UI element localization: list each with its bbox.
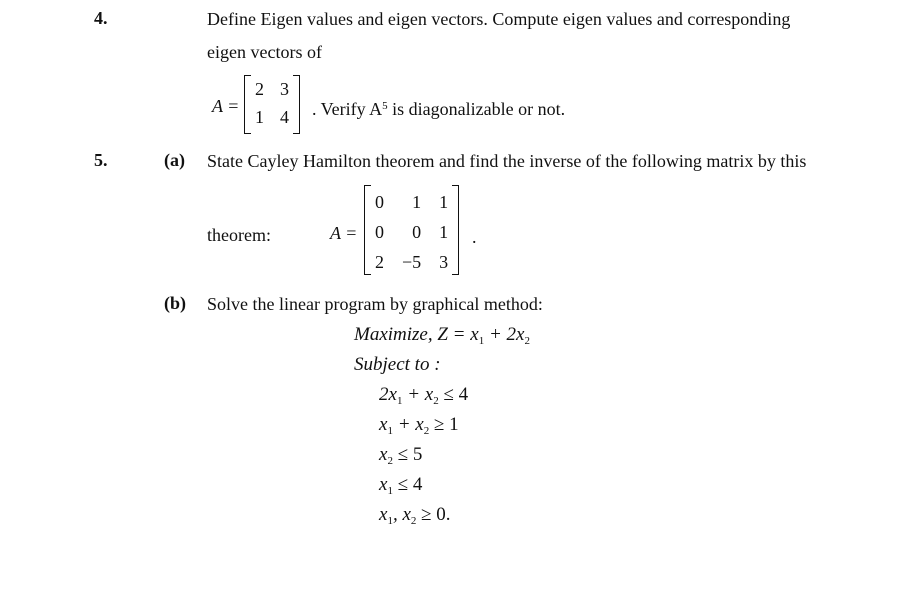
- lp-subject-to: Subject to :: [354, 354, 441, 375]
- matrix-cell: 3: [280, 79, 289, 99]
- subscript: 1: [396, 395, 403, 407]
- subscript: 1: [478, 335, 485, 347]
- matrix-cell: 0: [375, 192, 384, 212]
- right-bracket: [293, 75, 300, 134]
- matrix-cell: 1: [412, 192, 422, 212]
- q5a-end-period: .: [472, 227, 477, 247]
- verify-exponent: 5: [382, 100, 388, 112]
- objective-mid: + 2x: [484, 324, 525, 345]
- subscript: 1: [387, 515, 393, 527]
- c-pre: 2x: [379, 384, 397, 405]
- subscript: 2: [423, 425, 430, 437]
- q5a-text-line1: State Cayley Hamilton theorem and find the inverse of the following matrix by this: [207, 151, 807, 171]
- q4-matrix: [244, 75, 300, 134]
- q5a-label: (a): [164, 150, 185, 170]
- q4-text-line1: Define Eigen values and eigen vectors. Compute eigen values and corresponding: [207, 9, 791, 29]
- subscript: 1: [387, 485, 393, 497]
- c-pre: x: [379, 414, 388, 435]
- question-5-number: 5.: [94, 150, 108, 170]
- subscript: 2: [387, 455, 393, 467]
- c-post: ≥ 1: [429, 414, 459, 435]
- matrix-cell: 2: [375, 252, 384, 272]
- q5a-matrix-lhs: A =: [330, 223, 358, 243]
- q5a-theorem-word: theorem:: [207, 225, 271, 245]
- c-mid: + x: [402, 384, 434, 405]
- lp-constraint-4: [379, 474, 422, 496]
- matrix-cell: 4: [280, 106, 289, 127]
- lp-constraint-3: [379, 444, 422, 466]
- c-post: ≤ 5: [392, 444, 423, 465]
- matrix-cell: 0: [412, 222, 422, 242]
- matrix-cell: 2: [255, 79, 264, 99]
- lp-objective: [354, 324, 530, 346]
- q5a-matrix: [364, 185, 459, 275]
- lp-constraint-2: [379, 414, 459, 436]
- question-4-number: 4.: [94, 8, 108, 28]
- subscript: 2: [524, 335, 530, 347]
- objective-pre: Maximize, Z = x: [354, 324, 479, 345]
- left-bracket: [364, 185, 371, 275]
- subscript: 2: [433, 395, 439, 407]
- lp-constraint-1: [379, 384, 468, 406]
- matrix-cell: 0: [375, 222, 384, 242]
- left-bracket: [244, 75, 251, 134]
- verify-pre: . Verify A: [312, 99, 383, 119]
- subscript: 2: [410, 515, 417, 527]
- c-post: ≥ 0.: [416, 504, 451, 525]
- q5b-label: (b): [164, 293, 186, 313]
- lp-constraint-5: [379, 504, 451, 526]
- c-pre: x: [379, 504, 388, 525]
- q4-verify-text: [312, 98, 565, 120]
- matrix-cell: 3: [439, 252, 449, 272]
- c-pre: x: [379, 474, 388, 495]
- matrix-cell: 1: [439, 222, 449, 242]
- q4-matrix-grid: [251, 75, 293, 134]
- q4-matrix-lhs: A =: [212, 96, 240, 116]
- c-pre: x: [379, 444, 388, 465]
- c-post: ≤ 4: [392, 474, 423, 495]
- matrix-cell: 1: [439, 192, 449, 212]
- verify-post: is diagonalizable or not.: [387, 99, 566, 119]
- q5b-text-line1: Solve the linear program by graphical method:: [207, 294, 543, 314]
- subscript: 1: [387, 425, 393, 437]
- c-post: ≤ 4: [438, 384, 469, 405]
- right-bracket: [452, 185, 459, 275]
- matrix-cell: −5: [402, 252, 422, 272]
- c-mid: + x: [392, 414, 424, 435]
- matrix-cell: 1: [255, 106, 264, 127]
- q5a-matrix-grid: [371, 185, 452, 275]
- c-mid: , x: [392, 504, 411, 525]
- q4-text-line2: eigen vectors of: [207, 42, 322, 62]
